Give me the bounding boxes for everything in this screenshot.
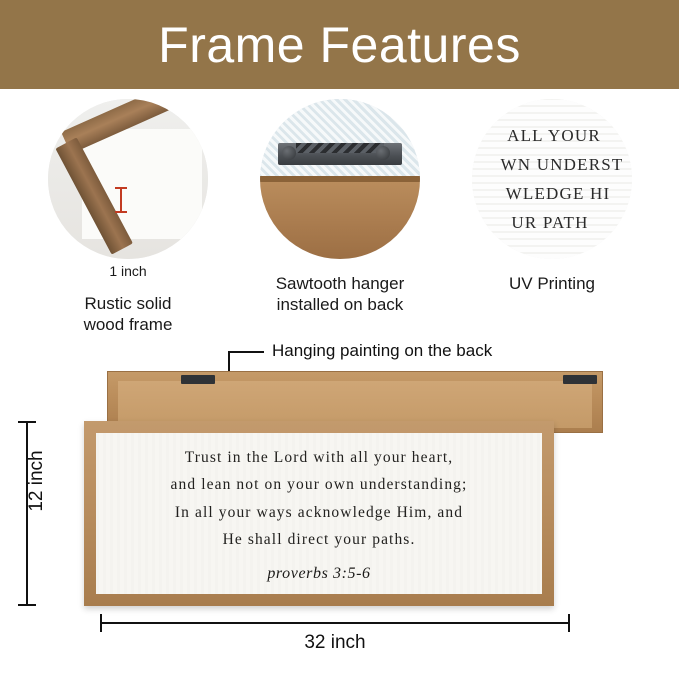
feature-caption-uv-printing bbox=[452, 273, 652, 294]
feature-caption-line-1: Rustic solid bbox=[84, 294, 172, 313]
feature-caption-line-2: wood frame bbox=[83, 315, 173, 335]
dimension-label-width: 32 inch bbox=[304, 632, 366, 653]
verse-line-1: Trust in the Lord with all your heart, bbox=[184, 449, 454, 467]
feature-caption-sawtooth-hanger bbox=[240, 273, 440, 316]
screw-left-icon bbox=[282, 146, 296, 160]
frame-corner bbox=[56, 113, 206, 243]
feature-caption-line-2: installed on back bbox=[276, 295, 404, 315]
feature-image-rustic-frame bbox=[48, 99, 208, 259]
features-row bbox=[0, 99, 679, 335]
wood-frame bbox=[84, 421, 554, 606]
frame-back-panel bbox=[260, 182, 420, 259]
feature-sawtooth-hanger bbox=[240, 99, 440, 316]
header-banner bbox=[0, 0, 679, 89]
zoom-text-line-4: UR PATH bbox=[511, 212, 589, 232]
feature-caption-line-1: UV Printing bbox=[509, 274, 595, 293]
verse-line-4: He shall direct your paths. bbox=[222, 530, 416, 548]
measure-arrow-icon bbox=[120, 187, 122, 213]
feature-caption-rustic-frame bbox=[28, 293, 228, 336]
frame-thickness-label: 1 inch bbox=[109, 263, 147, 279]
dimension-line-width bbox=[100, 622, 570, 624]
feature-image-sawtooth-hanger bbox=[260, 99, 420, 259]
screw-right-icon bbox=[376, 146, 390, 160]
wall-texture-background bbox=[260, 99, 420, 182]
page-title: Frame Features bbox=[158, 16, 521, 73]
feature-caption-line-1: Sawtooth hanger bbox=[275, 274, 405, 293]
feature-rustic-frame bbox=[28, 99, 228, 336]
verse-line-2: and lean not on your own understanding; bbox=[170, 476, 468, 494]
verse-line-3: In all your ways acknowledge Him, and bbox=[174, 503, 464, 521]
back-hanger-left-icon bbox=[181, 375, 215, 384]
callout-leader-horizontal bbox=[228, 351, 264, 353]
verse-reference: proverbs 3:5-6 bbox=[267, 564, 371, 582]
zoom-text-line-3: WLEDGE HI bbox=[505, 183, 611, 203]
feature-image-uv-printing bbox=[472, 99, 632, 259]
back-hanger-right-icon bbox=[563, 375, 597, 384]
frame-top-edge bbox=[260, 176, 420, 182]
product-photo bbox=[52, 363, 632, 638]
zoomed-print-text bbox=[472, 99, 632, 259]
sawtooth-teeth-icon bbox=[296, 143, 384, 153]
callout-label: Hanging painting on the back bbox=[272, 341, 493, 360]
feature-uv-printing bbox=[452, 99, 652, 294]
zoom-text-line-1: ALL YOUR bbox=[507, 125, 601, 145]
sign-canvas bbox=[96, 433, 542, 594]
dimension-label-height: 12 inch bbox=[26, 450, 47, 512]
zoom-text-line-2: WN UNDERST bbox=[500, 154, 624, 174]
